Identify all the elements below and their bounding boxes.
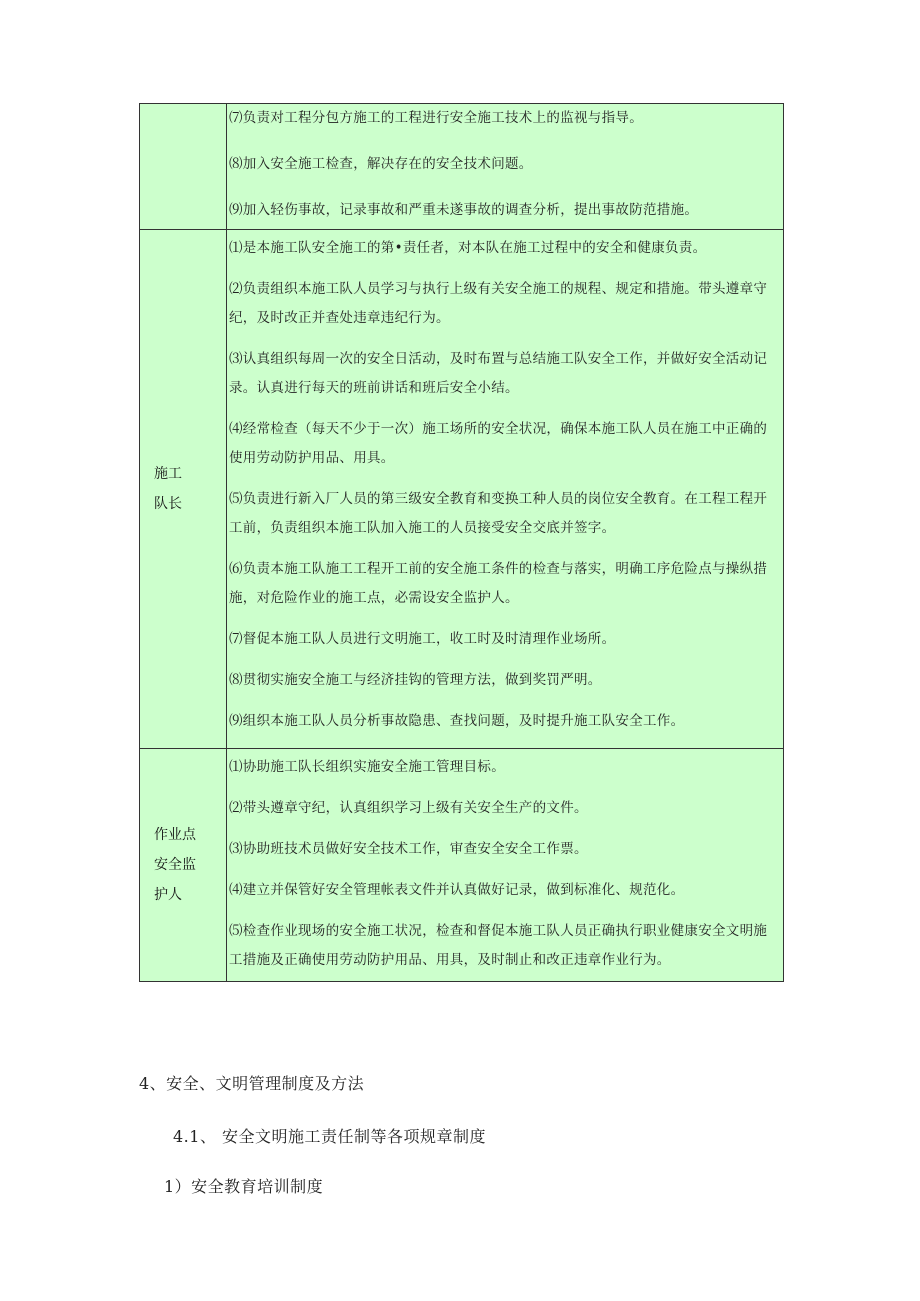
table-row	[140, 230, 784, 749]
duty-item: ⑷建立并保管好安全管理帐表文件并认真做好记录，做到标准化、规范化。	[229, 882, 685, 898]
duty-item: ⑶认真组织每周一次的安全日活动，及时布置与总结施工队安全工作，并做好安全活动记录。认真进行每天的班前讲话和班后安全小结。	[229, 351, 768, 396]
item-heading: 1）安全教育培训制度	[164, 1177, 324, 1196]
duty-item: ⑻加入安全施工检查，解决存在的安全技术问题。	[229, 156, 533, 172]
duty-item: ⑵负责组织本施工队人员学习与执行上级有关安全施工的规程、规定和措施。带头遵章守纪，及时改正并查处违章违纪行为。	[229, 281, 768, 326]
duty-item: ⑷经常检查（每天不少于一次）施工场所的安全状况，确保本施工队人员在施工中正确的使用劳动防护用品、用具。	[229, 421, 768, 466]
table-row	[140, 104, 784, 230]
duty-item: ⑸负责进行新入厂人员的第三级安全教育和变换工种人员的岗位安全教育。在工程工程开工前，负责组织本施工队加入施工的人员接受安全交底并签字。	[229, 491, 768, 536]
duty-item: ⑶协助班技术员做好安全技术工作，审查安全安全工作票。	[229, 841, 588, 857]
role-cell	[140, 104, 227, 230]
duty-item: ⑺督促本施工队人员进行文明施工，收工时及时清理作业场所。	[229, 631, 616, 647]
duty-item: ⑼组织本施工队人员分析事故隐患、查找问题，及时提升施工队安全工作。	[229, 713, 685, 729]
role-label: 护人	[154, 887, 182, 903]
duty-item: ⑺负责对工程分包方施工的工程进行安全施工技术上的监视与指导。	[229, 110, 643, 126]
section-heading: 4、安全、文明管理制度及方法	[139, 1074, 365, 1093]
duty-item: ⑹负责本施工队施工工程开工前的安全施工条件的检查与落实，明确工序危险点与操纵措施，对危险作业的施工点，必需设安全监护人。	[229, 561, 768, 606]
table-row	[140, 749, 784, 982]
duty-item: ⑼加入轻伤事故，记录事故和严重未遂事故的调查分析，提出事故防范措施。	[229, 202, 699, 218]
duties-cell	[227, 230, 784, 749]
role-label: 安全监	[154, 857, 196, 873]
role-label: 队长	[154, 496, 182, 512]
duty-item: ⑴是本施工队安全施工的第•责任者，对本队在施工过程中的安全和健康负责。	[229, 240, 707, 256]
role-cell	[140, 230, 227, 749]
role-label: 施工	[154, 466, 182, 482]
role-label: 作业点	[154, 827, 196, 843]
duties-cell	[227, 104, 784, 230]
duty-item: ⑴协助施工队长组织实施安全施工管理目标。	[229, 759, 505, 775]
subsection-heading: 4.1、 安全文明施工责任制等各项规章制度	[173, 1127, 487, 1146]
duty-item: ⑻贯彻实施安全施工与经济挂钩的管理方法，做到奖罚严明。	[229, 672, 602, 688]
duties-cell	[227, 749, 784, 982]
duty-item: ⑸检查作业现场的安全施工状况，检查和督促本施工队人员正确执行职业健康安全文明施工措施及正确使用劳动防护用品、用具，及时制止和改正违章作业行为。	[229, 923, 768, 968]
duty-item: ⑵带头遵章守纪，认真组织学习上级有关安全生产的文件。	[229, 800, 588, 816]
responsibility-table	[139, 103, 784, 982]
role-cell	[140, 749, 227, 982]
